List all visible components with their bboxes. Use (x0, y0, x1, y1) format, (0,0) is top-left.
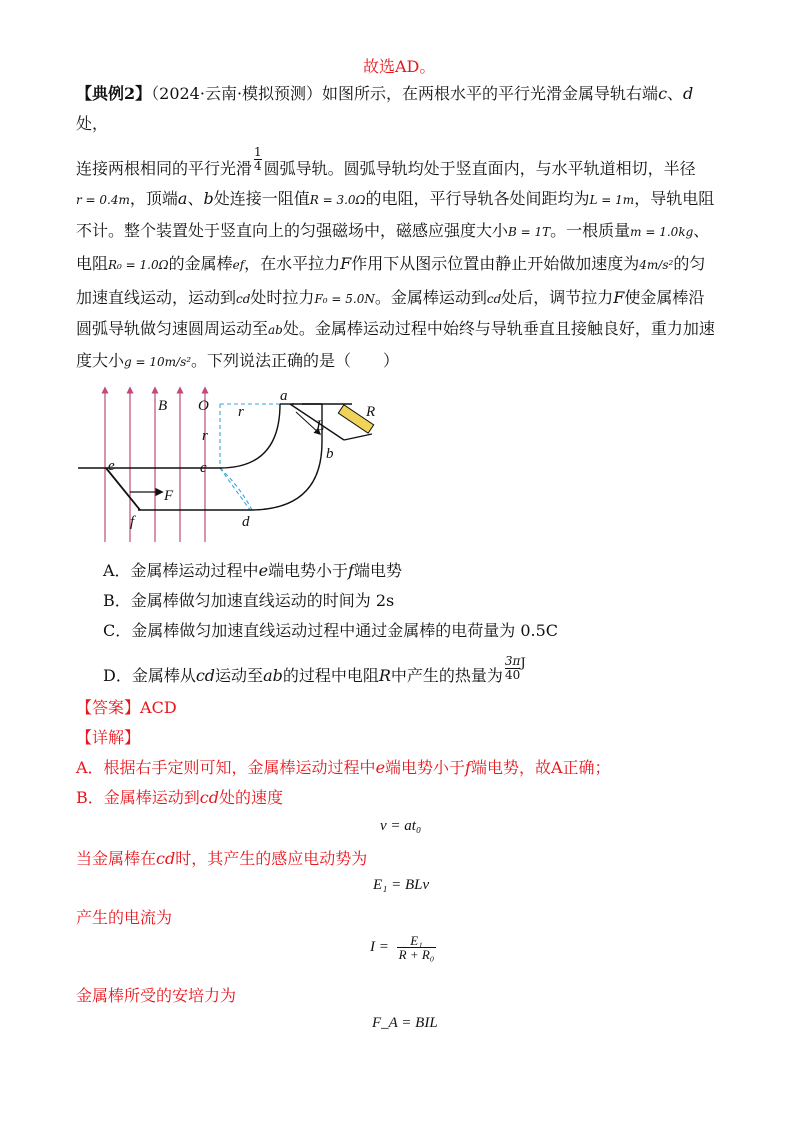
problem-line-2: 连接两根相同的平行光滑 $\frac{1}{4}$ 圆弧导轨。圆弧导轨均处于竖直面内，与水平轨道相切，半径 (76, 145, 696, 178)
option-a: A．金属棒运动过程中e端电势小于f端电势 (103, 561, 402, 580)
example-tag: 【典例2】 (76, 84, 152, 103)
option-c: C．金属棒做匀加速直线运动过程中通过金属棒的电荷量为 0.5C (103, 621, 559, 640)
label-c: c (200, 460, 207, 476)
equation-ampere-force: F_A = BIL (372, 1015, 438, 1031)
problem-line-5: 电阻R₀ = 1.0Ω的金属棒ef，在水平拉力F作用下从图示位置由静止开始做加速度为4m/s²的匀 (76, 254, 706, 273)
equation-velocity: v = at₀ (380, 818, 422, 834)
problem-line-6: 加速直线运动，运动到cd处时拉力F₀ = 5.0N。金属棒运动到cd处后，调节拉力F使金属棒沿 (76, 288, 705, 307)
metal-rod-ef (106, 468, 140, 510)
problem-line-8: 度大小g = 10m/s²。下列说法正确的是（ ） (76, 351, 400, 370)
explanation-a: A．根据右手定则可知，金属棒运动过程中e端电势小于f端电势，故A正确； (76, 758, 611, 777)
label-f: f (130, 514, 135, 530)
label-d: d (242, 514, 250, 530)
explanation-b: B．金属棒运动到cd处的速度 (76, 788, 283, 807)
label-r-top: r (238, 404, 244, 420)
problem-line-1: 【典例2】（2024·云南·模拟预测）如图所示，在两根水平的平行光滑金属导轨右端c、d (76, 84, 694, 103)
explanation-force-text: 金属棒所受的安培力为 (76, 986, 237, 1005)
label-r-left: r (202, 428, 208, 444)
previous-conclusion: 故选AD。 (363, 57, 436, 76)
problem-line-1b: 处， (76, 114, 109, 133)
explanation-current-text: 产生的电流为 (76, 908, 173, 927)
option-d: D．金属棒从cd运动至ab的过程中电阻R中产生的热量为 $\frac{3\pi}{40}$ $^J$ (103, 654, 526, 685)
problem-line-4: 不计。整个装置处于竖直向上的匀强磁场中，磁感应强度大小B = 1T。一根质量m = 1.0kg、 (76, 221, 710, 240)
label-L: L (316, 418, 325, 434)
label-e: e (108, 458, 115, 474)
explanation-emf-text: 当金属棒在cd时，其产生的感应电动势为 (76, 849, 368, 868)
problem-line-7: 圆弧导轨做匀速圆周运动至ab处。金属棒运动过程中始终与导轨垂直且接触良好，重力加速 (76, 319, 715, 338)
equation-emf: E₁ = BLv (373, 877, 430, 893)
rail-circuit-diagram (70, 382, 390, 547)
label-O: O (198, 398, 209, 414)
problem-source: （2024·云南·模拟预测） (151, 84, 323, 103)
equation-current: I = $\frac{\text{E₁}}{\text{R + R₀}}$ (370, 933, 435, 962)
magnetic-field-lines (105, 390, 205, 542)
label-b: b (326, 446, 334, 462)
option-b: B．金属棒做匀加速直线运动的时间为 2s (103, 591, 395, 610)
quarter-fraction: $\frac{1}{4}$ (254, 145, 262, 173)
heat-fraction: $\frac{3\pi}{40}$ (504, 654, 521, 682)
explanation-label: 【详解】 (76, 728, 141, 747)
answer: 【答案】ACD (76, 698, 177, 717)
label-B: B (158, 398, 168, 414)
label-R: R (366, 404, 376, 420)
label-a: a (280, 388, 288, 404)
problem-line-3: r = 0.4m，顶端a、b处连接一阻值R = 3.0Ω的电阻，平行导轨各处间距均为L = 1m，导轨电阻 (76, 189, 715, 208)
construction-lines (220, 404, 280, 510)
label-F: F (164, 488, 174, 504)
